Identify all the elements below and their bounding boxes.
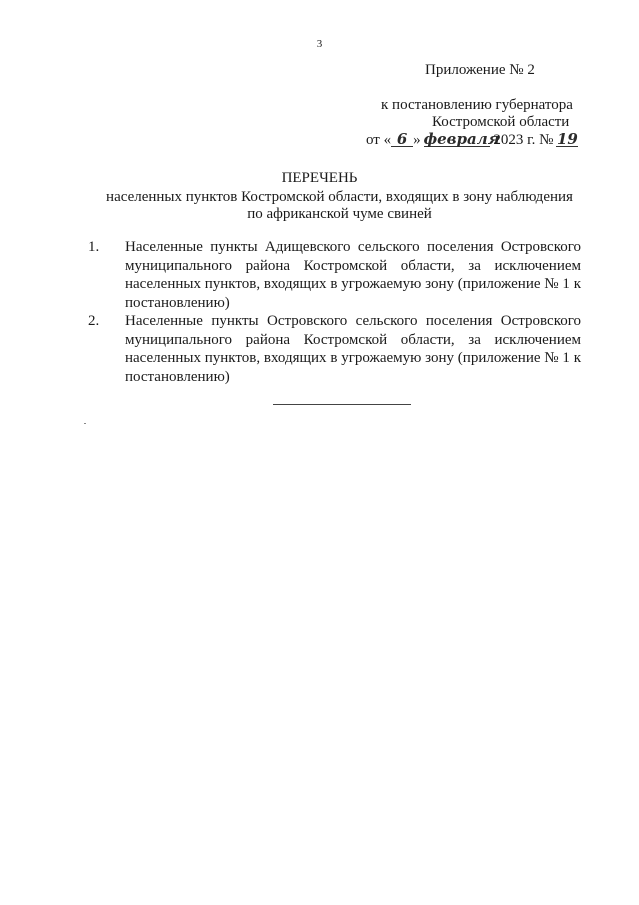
settlement-list [88,238,581,386]
appendix-title: Приложение № 2 [425,62,535,78]
list-item [88,238,581,312]
scan-speck [84,423,86,424]
heading-title: ПЕРЕЧЕНЬ [281,170,358,186]
handwritten-month: февраля [423,130,500,148]
list-item-number: 2. [88,313,100,329]
date-mid: » [413,132,421,148]
list-item-text: Населенные пункты Адищевского сельского поселения Островского муниципального района Костромской области, за исключением населенных пунктов, входящих в угрожаемую зону (приложение № 1 к постановлению) [125,239,581,311]
list-item-number: 1. [88,239,100,255]
list-item-text: Населенные пункты Островского сельского поселения Островского муниципального района Костромской области, за исключением населенных пунктов, входящих в угрожаемую зону (приложение № 1 к постановлению) [125,313,581,385]
closing-rule [273,404,411,405]
handwritten-day: 6 [391,132,413,147]
appendix-ref-line1: к постановлению губернатора [381,97,573,113]
heading-subtitle-line2: по африканской чуме свиней [247,206,432,222]
handwritten-doc-number: 19 [556,130,578,148]
date-year: 2023 г. № [493,132,554,148]
appendix-date-line [366,132,578,149]
appendix-ref-line2: Костромской области [432,114,570,130]
heading-subtitle-line1: населенных пунктов Костромской области, входящих в зону наблюдения [106,189,573,205]
document-heading [0,170,639,223]
page-number: 3 [316,38,323,50]
list-item [88,312,581,386]
date-prefix: от « [366,132,392,148]
